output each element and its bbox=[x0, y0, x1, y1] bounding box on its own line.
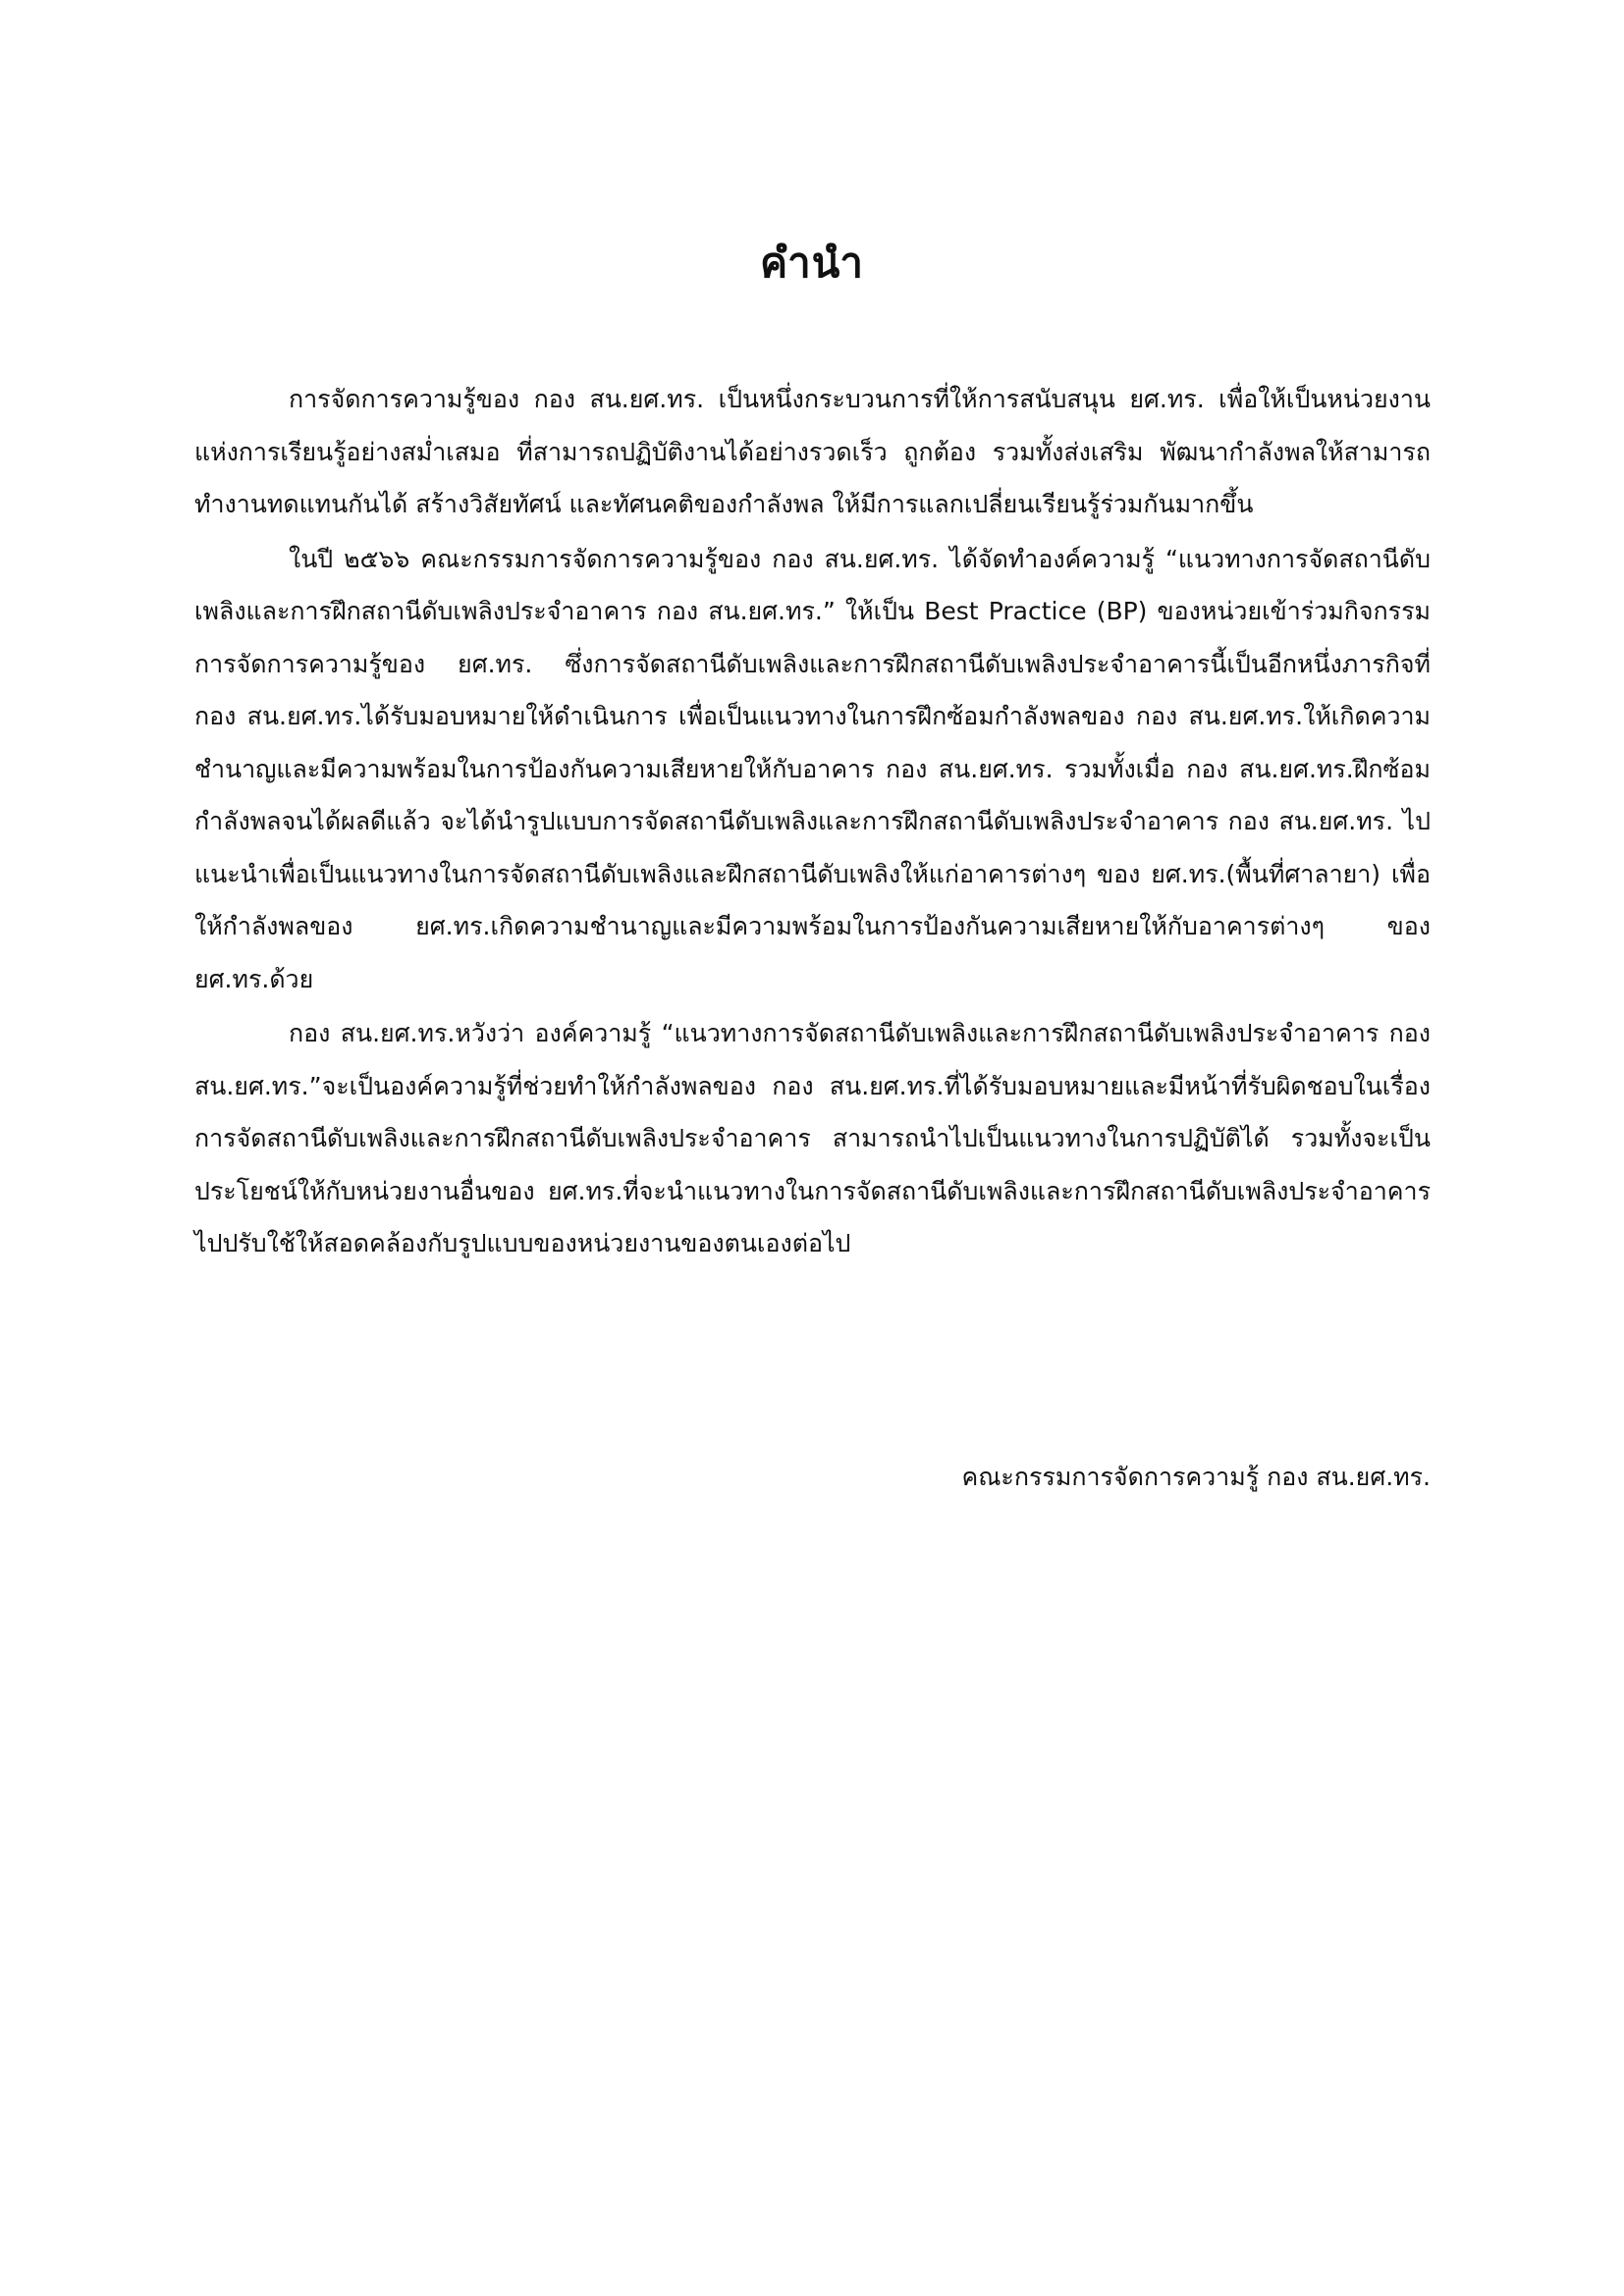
page-title: คำนำ bbox=[760, 239, 864, 288]
paragraph-1: การจัดการความรู้ของ กอง สน.ยศ.ทร. เป็นหนึ่งกระบวนการที่ให้การสนับสนุน ยศ.ทร. เพื่อให้เป็นหน่วยงานแห่งการเรียนรู้อย่างสม่ำเสมอ ที่สามารถปฏิบัติงานได้อย่างรวดเร็ว ถูกต้อง รวมทั้งส่งเสริม พัฒนากำลังพลให้สามารถทำงานทดแทนกันได้ สร้างวิสัยทัศน์ และทัศนคติของกำลังพล ให้มีการแลกเปลี่ยนเรียนรู้ร่วมกันมากขึ้น bbox=[194, 385, 1431, 518]
paragraph-2: ในปี ๒๕๖๖ คณะกรรมการจัดการความรู้ของ กอง สน.ยศ.ทร. ได้จัดทำองค์ความรู้ “แนวทางการจัดสถานีดับเพลิงและการฝึกสถานีดับเพลิงประจำอาคาร กอง สน.ยศ.ทร.” ให้เป็น Best Practice (BP) ของหน่วยเข้าร่วมกิจกรรมการจัดการความรู้ของ ยศ.ทร. ซึ่งการจัดสถานีดับเพลิงและการฝึกสถานีดับเพลิงประจำอาคารนี้เป็นอีกหนึ่งภารกิจที่ กอง สน.ยศ.ทร.ได้รับมอบหมายให้ดำเนินการ เพื่อเป็นแนวทางในการฝึกซ้อมกำลังพลของ กอง สน.ยศ.ทร.ให้เกิดความชำนาญและมีความพร้อมในการป้องกันความเสียหายให้กับอาคาร กอง สน.ยศ.ทร. รวมทั้งเมื่อ กอง สน.ยศ.ทร.ฝึกซ้อมกำลังพลจนได้ผลดีแล้ว จะได้นำรูปแบบการจัดสถานีดับเพลิงและการฝึกสถานีดับเพลิงประจำอาคาร กอง สน.ยศ.ทร. ไปแนะนำเพื่อเป็นแนวทางในการจัดสถานีดับเพลิงและฝึกสถานีดับเพลิงให้แก่อาคารต่างๆ ของ ยศ.ทร.(พื้นที่ศาลายา) เพื่อให้กำลังพลของ ยศ.ทร.เกิดความชำนาญและมีความพร้อมในการป้องกันความเสียหายให้กับอาคารต่างๆ ของ ยศ.ทร.ด้วย bbox=[194, 544, 1431, 993]
paragraph-3: กอง สน.ยศ.ทร.หวังว่า องค์ความรู้ “แนวทางการจัดสถานีดับเพลิงและการฝึกสถานีดับเพลิงประจำอาคาร กอง สน.ยศ.ทร.”จะเป็นองค์ความรู้ที่ช่วยทำให้กำลังพลของ กอง สน.ยศ.ทร.ที่ได้รับมอบหมายและมีหน้าที่รับผิดชอบในเรื่องการจัดสถานีดับเพลิงและการฝึกสถานีดับเพลิงประจำอาคาร สามารถนำไปเป็นแนวทางในการปฏิบัติได้ รวมทั้งจะเป็นประโยชน์ให้กับหน่วยงานอื่นของ ยศ.ทร.ที่จะนำแนวทางในการจัดสถานีดับเพลิงและการฝึกสถานีดับเพลิงประจำอาคารไปปรับใช้ให้สอดคล้องกับรูปแบบของหน่วยงานของตนเองต่อไป bbox=[194, 1019, 1431, 1257]
document-body bbox=[194, 373, 1431, 1272]
signature-line: คณะกรรมการจัดการความรู้ กอง สน.ยศ.ทร. bbox=[961, 1463, 1431, 1491]
